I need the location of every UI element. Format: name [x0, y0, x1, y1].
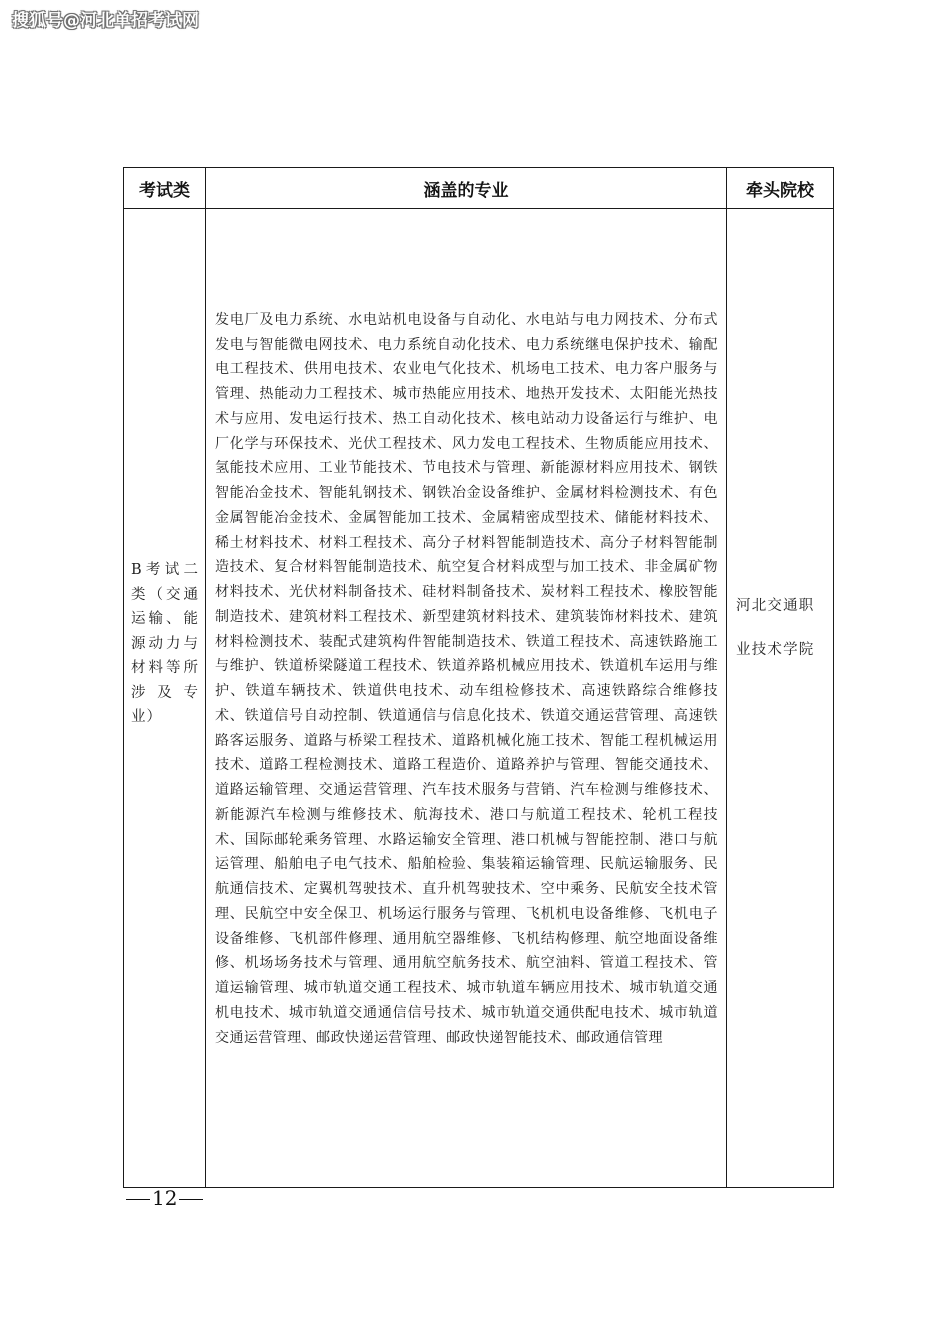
header-majors: 涵盖的专业: [206, 168, 727, 209]
watermark: 搜狐号@河北单招考试网: [12, 11, 199, 31]
dash-right: [179, 1199, 203, 1200]
header-category: 考试类: [124, 168, 206, 209]
lead-school-cell: 河北交通职业技术学院: [727, 139, 834, 1118]
table-row: [124, 209, 834, 1188]
page-number: 12: [152, 1186, 178, 1210]
category-cell: B考试二类（交通运输、能源动力与材料等所涉及专业）: [124, 155, 206, 1134]
majors-list: 发电厂及电力系统、水电站机电设备与自动化、水电站与电力网技术、分布式发电与智能微电网技术、电力系统自动化技术、电力系统继电保护技术、输配电工程技术、供用电技术、农业电气化技术、机场电工技术、电力客户服务与管理、热能动力工程技术、城市热能应用技术、地热开发技术、太阳能光热技术与应用、发电运行技术、热工自动化技术、核电站动力设备运行与维护、电厂化学与环保技术、光伏工程技术、风力发电工程技术、生物质能应用技术、氢能技术应用、工业节能技术、节电技术与管理、新能源材料应用技术、钢铁智能冶金技术、智能轧钢技术、钢铁冶金设备维护、金属材料检测技术、有色金属智能冶金技术、金属智能加工技术、金属精密成型技术、储能材料技术、稀土材料技术、材料工程技术、高分子材料智能制造技术、高分子材料智能制造技术、复合材料智能制造技术、航空复合材料成型与加工技术、非金属矿物材料技术、光伏材料制备技术、硅材料制备技术、炭材料工程技术、橡胶智能制造技术、建筑材料工程技术、新型建筑材料技术、建筑装饰材料技术、建筑材料检测技术、装配式建筑构件智能制造技术、铁道工程技术、高速铁路施工与维护、铁道桥梁隧道工程技术、铁道养路机械应用技术、铁道机车运用与维护、铁道车辆技术、铁道供电技术、动车组检修技术、高速铁路综合维修技术、铁道信号自动控制、铁道通信与信息化技术、铁道交通运营管理、高速铁路客运服务、道路与桥梁工程技术、道路机械化施工技术、智能工程机械运用技术、道路工程检测技术、道路工程造价、道路养护与管理、智能交通技术、道路运输管理、交通运营管理、汽车技术服务与营销、汽车检测与维修技术、新能源汽车检测与维修技术、航海技术、港口与航道工程技术、轮机工程技术、国际邮轮乘务管理、水路运输安全管理、港口机械与智能控制、港口与航运管理、船舶电子电气技术、船舶检验、集装箱运输管理、民航运输服务、民航通信技术、定翼机驾驶技术、直升机驾驶技术、空中乘务、民航安全技术管理、民航空中安全保卫、机场运行服务与管理、飞机机电设备维修、飞机电子设备维修、飞机部件修理、通用航空器维修、飞机结构修理、航空地面设备维修、机场场务技术与管理、通用航空航务技术、航空油料、管道工程技术、管道运输管理、城市轨道交通工程技术、城市轨道车辆应用技术、城市轨道交通机电技术、城市轨道交通通信信号技术、城市轨道交通供配电技术、城市轨道交通运营管理、邮政快递运营管理、邮政快递智能技术、邮政通信管理: [215, 311, 718, 1046]
page-footer: [124, 1186, 205, 1210]
header-lead-school: 牵头院校: [727, 168, 834, 209]
majors-table: [123, 167, 834, 1188]
majors-cell: [206, 209, 727, 1188]
dash-left: [126, 1199, 150, 1200]
